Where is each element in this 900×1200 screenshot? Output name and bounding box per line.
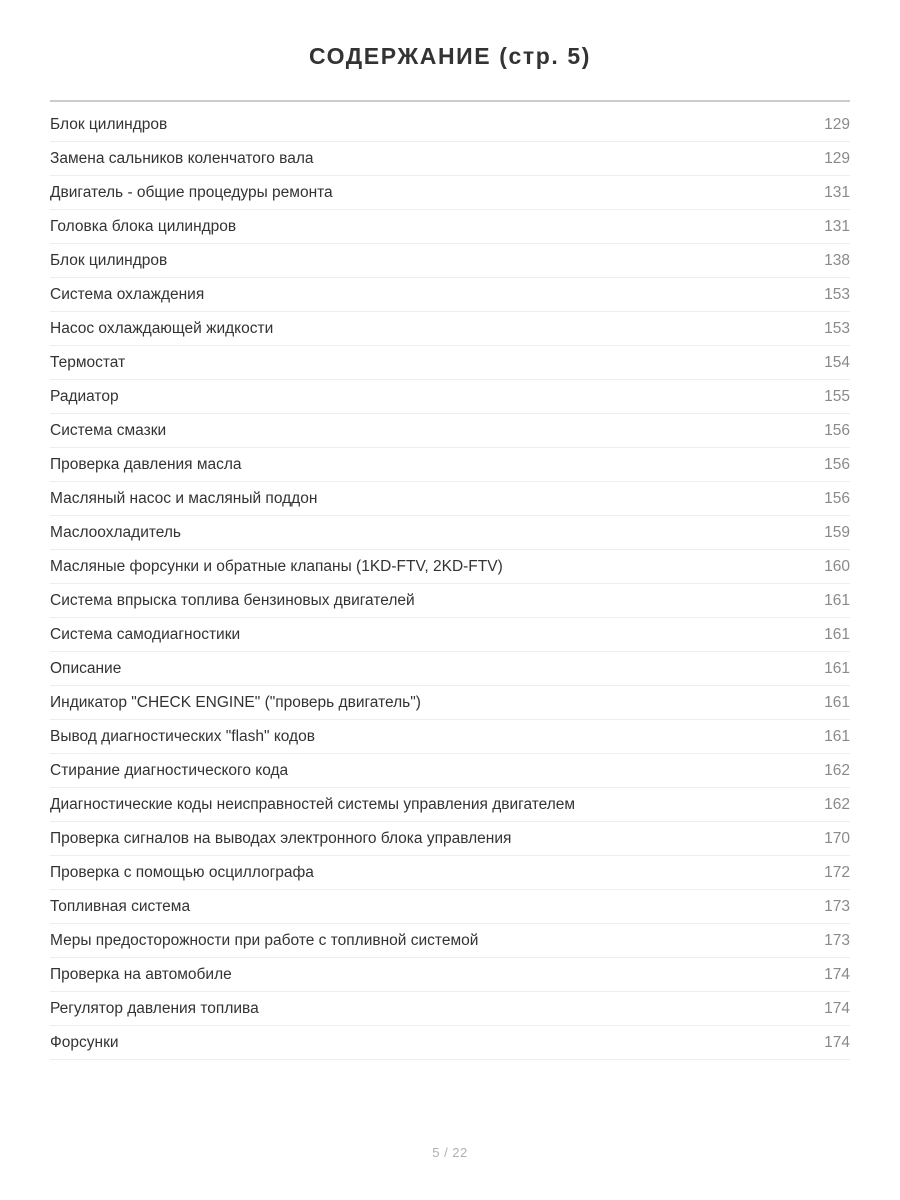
toc-entry-page: 174 xyxy=(824,1034,850,1051)
toc-entry-page: 161 xyxy=(824,660,850,677)
toc-entry-title: Блок цилиндров xyxy=(50,116,168,133)
toc-entry-title: Двигатель - общие процедуры ремонта xyxy=(50,184,333,201)
toc-entry-title: Маслоохладитель xyxy=(50,524,182,541)
toc-entry[interactable] xyxy=(50,924,850,958)
toc-entry-title: Система смазки xyxy=(50,422,167,439)
toc-entry-page: 129 xyxy=(824,150,850,167)
toc-entry[interactable] xyxy=(50,618,850,652)
toc-entry[interactable] xyxy=(50,448,850,482)
toc-entry[interactable] xyxy=(50,1026,850,1060)
toc-entry[interactable] xyxy=(50,958,850,992)
toc-entry-page: 160 xyxy=(824,558,850,575)
toc-entry[interactable] xyxy=(50,788,850,822)
toc-entry-title: Проверка давления масла xyxy=(50,456,242,473)
toc-entry[interactable] xyxy=(50,584,850,618)
toc-entry-title: Система самодиагностики xyxy=(50,626,241,643)
toc-entry[interactable] xyxy=(50,856,850,890)
toc-entry[interactable] xyxy=(50,550,850,584)
toc-entry[interactable] xyxy=(50,686,850,720)
toc-entry-page: 174 xyxy=(824,1000,850,1017)
toc-entry-title: Насос охлаждающей жидкости xyxy=(50,320,274,337)
toc-entry-page: 162 xyxy=(824,762,850,779)
toc-entry-page: 161 xyxy=(824,626,850,643)
toc-entry-title: Радиатор xyxy=(50,388,119,405)
toc-entry[interactable] xyxy=(50,822,850,856)
toc-entry-page: 161 xyxy=(824,728,850,745)
toc-entry-title: Термостат xyxy=(50,354,126,371)
toc-entry-title: Проверка с помощью осциллографа xyxy=(50,864,314,881)
toc-entry[interactable] xyxy=(50,380,850,414)
toc-entry[interactable] xyxy=(50,414,850,448)
page-footer xyxy=(0,1144,900,1162)
toc-entry[interactable] xyxy=(50,992,850,1026)
toc-entry-title: Форсунки xyxy=(50,1034,119,1051)
toc-entry-page: 173 xyxy=(824,932,850,949)
toc-entry[interactable] xyxy=(50,890,850,924)
toc-entry[interactable] xyxy=(50,754,850,788)
toc-entry-page: 131 xyxy=(824,218,850,235)
toc-entry[interactable] xyxy=(50,516,850,550)
toc-entry-page: 156 xyxy=(824,490,850,507)
toc-entry-title: Проверка сигналов на выводах электронного блока управления xyxy=(50,830,512,847)
toc-entry-page: 162 xyxy=(824,796,850,813)
page-indicator: 5 / 22 xyxy=(432,1145,468,1160)
toc-entry[interactable] xyxy=(50,312,850,346)
toc-entry-page: 170 xyxy=(824,830,850,847)
toc-entry-page: 129 xyxy=(824,116,850,133)
toc-entry-page: 173 xyxy=(824,898,850,915)
toc-entry-page: 154 xyxy=(824,354,850,371)
toc-entry[interactable] xyxy=(50,278,850,312)
toc-entry-title: Диагностические коды неисправностей системы управления двигателем xyxy=(50,796,576,813)
toc-entry-title: Описание xyxy=(50,660,122,677)
toc-entry-title: Блок цилиндров xyxy=(50,252,168,269)
toc-entry-title: Регулятор давления топлива xyxy=(50,1000,259,1017)
toc-entry[interactable] xyxy=(50,108,850,142)
toc-entry[interactable] xyxy=(50,482,850,516)
toc-entry-page: 161 xyxy=(824,694,850,711)
toc-entry-title: Вывод диагностических "flash" кодов xyxy=(50,728,315,745)
toc-entry[interactable] xyxy=(50,244,850,278)
toc-entry[interactable] xyxy=(50,142,850,176)
toc-entry[interactable] xyxy=(50,346,850,380)
toc-entry-page: 155 xyxy=(824,388,850,405)
toc-entry-page: 156 xyxy=(824,456,850,473)
toc-entry-title: Масляные форсунки и обратные клапаны (1KD-FTV, 2KD-FTV) xyxy=(50,558,503,575)
toc-entry[interactable] xyxy=(50,210,850,244)
toc-entry-page: 153 xyxy=(824,286,850,303)
toc-entry-title: Топливная система xyxy=(50,898,191,915)
toc-entry-title: Меры предосторожности при работе с топливной системой xyxy=(50,932,479,949)
toc-entry[interactable] xyxy=(50,176,850,210)
toc-entry-title: Проверка на автомобиле xyxy=(50,966,232,983)
toc-entry-page: 131 xyxy=(824,184,850,201)
toc-entry-page: 172 xyxy=(824,864,850,881)
page-title: СОДЕРЖАНИЕ (стр. 5) xyxy=(308,43,592,69)
toc-entry-title: Индикатор "CHECK ENGINE" ("проверь двигатель") xyxy=(50,694,421,711)
toc-entry-title: Головка блока цилиндров xyxy=(50,218,237,235)
toc-entry[interactable] xyxy=(50,652,850,686)
toc-entry-page: 153 xyxy=(824,320,850,337)
toc-entry-page: 138 xyxy=(824,252,850,269)
toc-entry-page: 161 xyxy=(824,592,850,609)
toc-entry-title: Масляный насос и масляный поддон xyxy=(50,490,318,507)
toc-entry-title: Система охлаждения xyxy=(50,286,205,303)
toc-entry[interactable] xyxy=(50,720,850,754)
table-of-contents xyxy=(50,102,850,1060)
toc-entry-title: Замена сальников коленчатого вала xyxy=(50,150,314,167)
toc-entry-page: 159 xyxy=(824,524,850,541)
toc-entry-page: 156 xyxy=(824,422,850,439)
toc-entry-title: Стирание диагностического кода xyxy=(50,762,289,779)
toc-entry-title: Система впрыска топлива бензиновых двигателей xyxy=(50,592,415,609)
toc-entry-page: 174 xyxy=(824,966,850,983)
